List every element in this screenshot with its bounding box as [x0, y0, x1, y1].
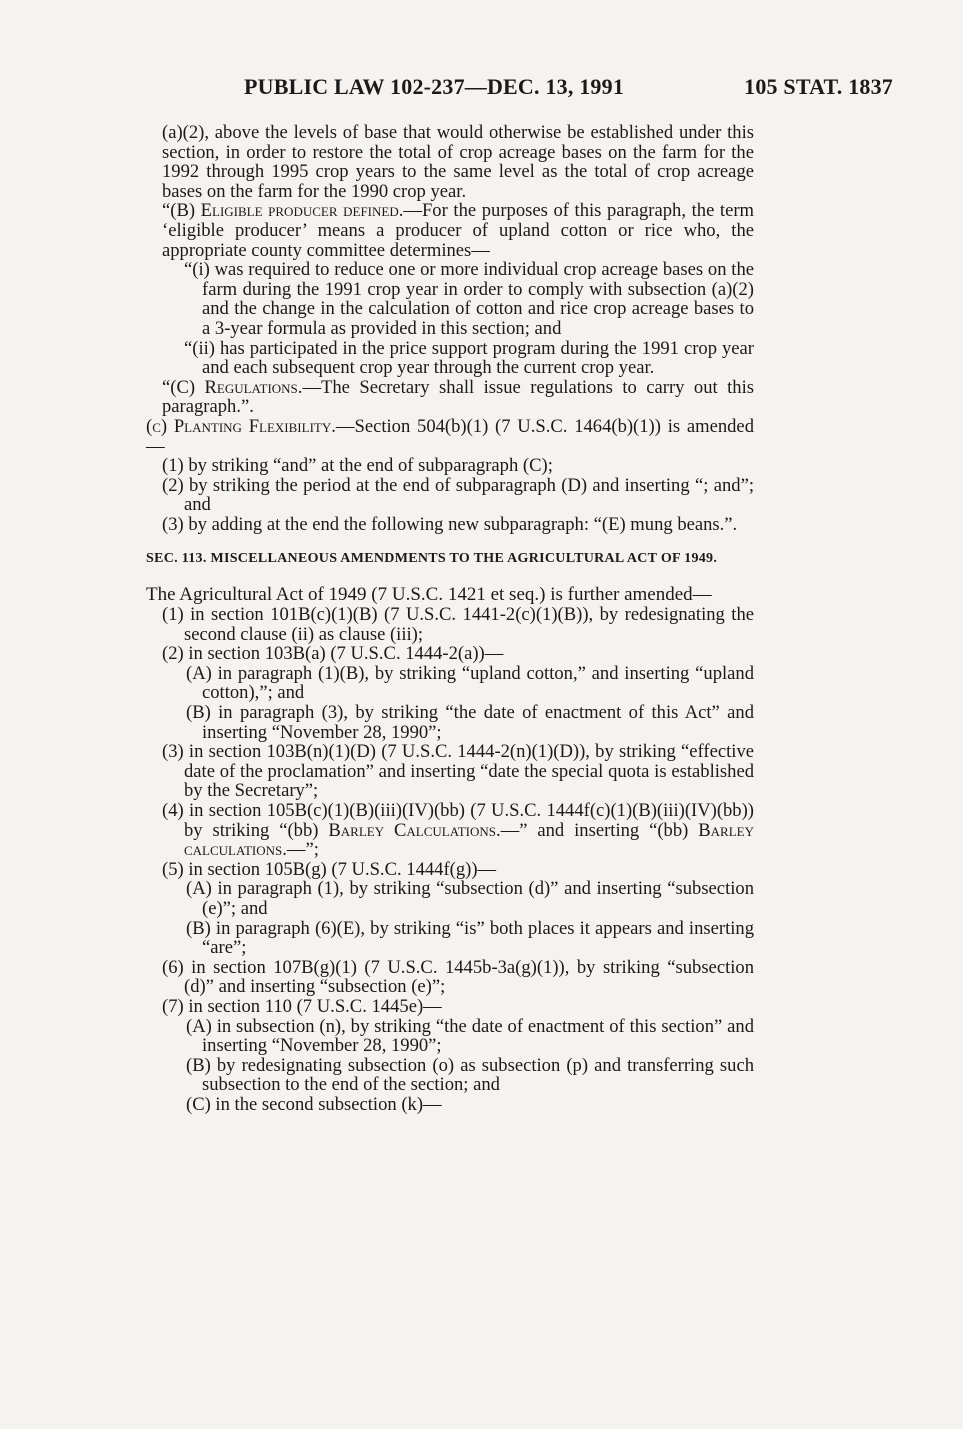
amendment-6: (6) in section 107B(g)(1) (7 U.S.C. 1445b-3a(g)(1)), by striking “subsection (d)” and inserting “subsection (e)”; [162, 956, 754, 998]
subparagraph-c: “(C) Regulations.—The Secretary shall issue regulations to carry out this paragraph.”. [162, 376, 754, 418]
amendment-7-c: (C) in the second subsection (k)— [186, 1093, 442, 1115]
pf-item-2: (2) by striking the period at the end of subparagraph (D) and inserting “; and”; and [162, 474, 754, 516]
amendment-2-b: (B) in paragraph (3), by striking “the date of enactment of this Act” and inserting “November 28, 1990”; [186, 702, 754, 743]
amendment-5: (5) in section 105B(g) (7 U.S.C. 1444f(g))— [162, 858, 497, 880]
amendment-3: (3) in section 103B(n)(1)(D) (7 U.S.C. 1444-2(n)(1)(D)), by striking “effective date of the proclamation” and inserting “date the special quota is established by the Secretary”; [162, 741, 754, 802]
page-header [0, 74, 963, 108]
statute-page-number: 105 STAT. 1837 [744, 74, 893, 99]
amendment-5-a: (A) in paragraph (1), by striking “subsection (d)” and inserting “subsection (e)”; and [186, 878, 754, 919]
amendment-7: (7) in section 110 (7 U.S.C. 1445e)— [162, 995, 442, 1017]
section-113-heading: SEC. 113. MISCELLANEOUS AMENDMENTS TO THE AGRICULTURAL ACT OF 1949. [146, 551, 718, 567]
amendment-7-a: (A) in subsection (n), by striking “the date of enactment of this section” and inserting “November 28, 1990”; [186, 1015, 754, 1057]
document-body [146, 123, 754, 1115]
amendment-2-a: (A) in paragraph (1)(B), by striking “upland cotton,” and inserting “upland cotton),”; and [186, 662, 754, 704]
amendment-7-b: (B) by redesignating subsection (o) as subsection (p) and transferring such subsection to the end of the section; and [186, 1054, 754, 1096]
running-title: PUBLIC LAW 102-237—DEC. 13, 1991 [244, 74, 625, 99]
clause-ii: “(ii) has participated in the price support program during the 1991 crop year and each subsequent crop year through the current crop year. [184, 337, 754, 379]
amendment-5-b: (B) in paragraph (6)(E), by striking “is” both places it appears and inserting “are”; [186, 917, 754, 959]
amendment-4: (4) in section 105B(c)(1)(B)(iii)(IV)(bb) (7 U.S.C. 1444f(c)(1)(B)(iii)(IV)(bb)) by striking “(bb) Barley Calculations.—” and inserting “(bb) Barley calculations.—”; [162, 800, 754, 861]
paragraph-a2-continuation: (a)(2), above the levels of base that would otherwise be established under this section, in order to restore the total of crop acreage bases on the farm for the 1992 through 1995 crop years to the same level as the total of crop acreage bases on the farm for the 1990 crop year. [162, 122, 754, 202]
pf-item-1: (1) by striking “and” at the end of subparagraph (C); [162, 455, 553, 477]
section-113-intro: The Agricultural Act of 1949 (7 U.S.C. 1421 et seq.) is further amended— [146, 584, 712, 606]
subparagraph-c-heading: “(C) Regulations. [162, 376, 303, 398]
amendment-1: (1) in section 101B(c)(1)(B) (7 U.S.C. 1441-2(c)(1)(B)), by redesignating the second clause (ii) as clause (iii); [162, 604, 754, 645]
amendment-2: (2) in section 103B(a) (7 U.S.C. 1444-2(a))— [162, 643, 504, 665]
subparagraph-b-heading: “(B) Eligible producer defined. [162, 200, 404, 222]
clause-i: “(i) was required to reduce one or more individual crop acreage bases on the farm during the 1991 crop year in order to comply with subsection (a)(2) and the change in the calculation of cotton and rice crop acreage bases to a 3-year formula as provided in this section; and [184, 259, 754, 339]
pf-item-3: (3) by adding at the end the following new subparagraph: “(E) mung beans.”. [162, 513, 738, 535]
subparagraph-b: “(B) Eligible producer defined.—For the purposes of this paragraph, the term ‘eligible producer’ means a producer of upland cotton or rice who, the appropriate county committee determines— [162, 200, 755, 261]
planting-flexibility-section: (c) Planting Flexibility.—Section 504(b)(1) (7 U.S.C. 1464(b)(1)) is amended— [146, 415, 754, 457]
planting-flexibility-heading: (c) Planting Flexibility. [146, 415, 336, 437]
